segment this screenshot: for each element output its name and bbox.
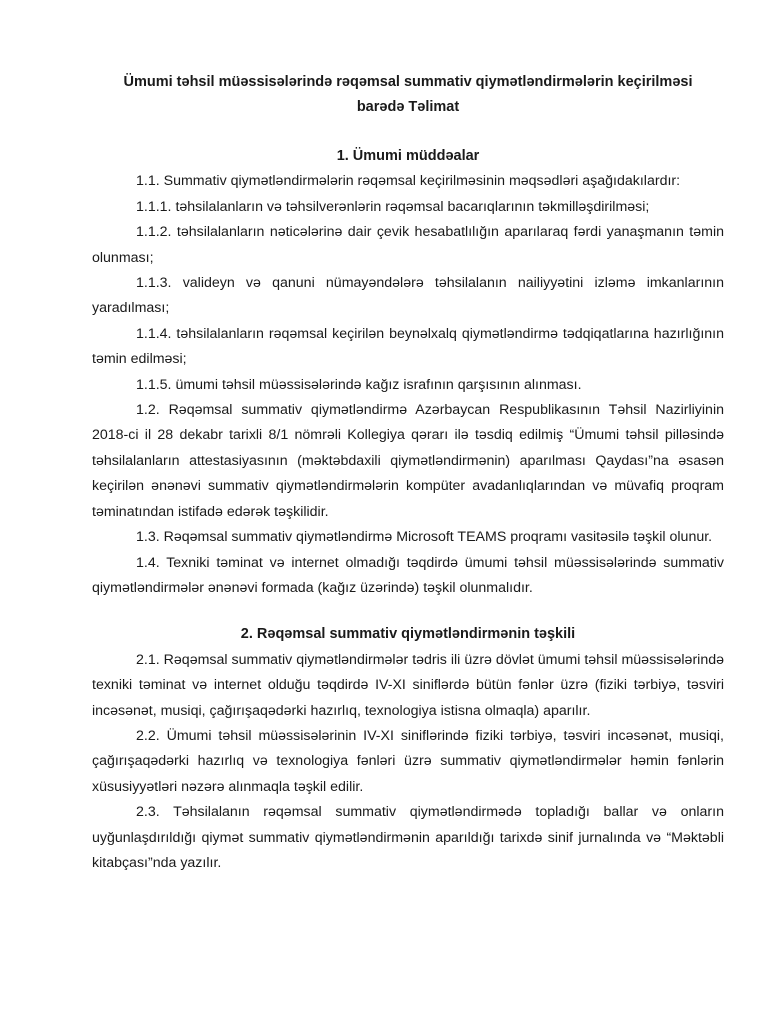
paragraph-1-4: 1.4. Texniki təminat və internet olmadığı təqdirdə ümumi təhsil müəssisələrində summativ qiymətləndirmələr ənənəvi formada (kağız üzərində) təşkil olunmalıdır. <box>92 554 724 596</box>
document-title-line-2: barədə Təlimat <box>356 99 460 115</box>
paragraph-2-1: 2.1. Rəqəmsal summativ qiymətləndirmələr tədris ili üzrə dövlət ümumi təhsil müəssisələrində texniki təminat və internet olduğu təqdirdə IV-XI siniflərdə bütün fənlər üzrə (fiziki tərbiyə, təsviri incəsənət, musiqi, çağırışaqədərki hazırlıq, texnologiya istisna olmaqla) aparılır. <box>92 651 724 719</box>
paragraph-1-2: 1.2. Rəqəmsal summativ qiymətləndirmə Azərbaycan Respublikasının Təhsil Nazirliyinin 2018-ci il 28 dekabr tarixli 8/1 nömrəli Kollegiya qərarı ilə təsdiq edilmiş “Ümumi təhsil pilləsində təhsilalanların attestasiyasının (məktəbdaxili qiymətləndirmənin) aparılması Qaydası”na əsasən keçirilən ənənəvi summativ qiymətləndirmələrin kompüter avadanlıqlarından və müvafiq proqram təminatından istifadə edərək təşkilidir. <box>92 402 724 520</box>
paragraph-1-1-4: 1.1.4. təhsilalanların rəqəmsal keçirilən beynəlxalq qiymətləndirmə tədqiqatlarına hazırlığının təmin edilməsi; <box>92 325 724 368</box>
section-heading-general-provisions: 1. Ümumi müddəalar <box>336 148 480 164</box>
document-title <box>92 70 724 120</box>
paragraph-2-2: 2.2. Ümumi təhsil müəssisələrinin IV-XI siniflərində fiziki tərbiyə, təsviri incəsənət, musiqi, çağırışaqədərki hazırlıq və texnologiya fənləri üzrə summativ qiymətləndirmələr həmin fənlərin xüsusiyyətləri nəzərə alınmaqla təşkil edilir. <box>92 727 724 795</box>
paragraph-1-3: 1.3. Rəqəmsal summativ qiymətləndirmə Microsoft TEAMS proqramı vasitəsilə təşkil olunur. <box>136 529 713 546</box>
paragraph-1-1-5: 1.1.5. ümumi təhsil müəssisələrində kağız israfının qarşısının alınması. <box>136 376 582 393</box>
paragraph-1-1-3: 1.1.3. valideyn və qanuni nümayəndələrə təhsilalanın nailiyyətini izləmə imkanlarının yaradılması; <box>92 275 724 317</box>
paragraph-1-1-2: 1.1.2. təhsilalanların nəticələrinə dair çevik hesabatlılığın aparılaraq fərdi yanaşmanın təmin olunması; <box>92 224 724 266</box>
document-title-line-1: Ümumi təhsil müəssisələrində rəqəmsal summativ qiymətləndirmələrin keçirilməsi <box>123 74 693 90</box>
section-heading-organization: 2. Rəqəmsal summativ qiymətləndirmənin təşkili <box>240 626 576 643</box>
paragraph-2-3: 2.3. Təhsilalanın rəqəmsal summativ qiymətləndirmədə topladığı ballar və onların uyğunlaşdırıldığı qiymət summativ qiymətləndirmənin aparıldığı tarixdə sinif jurnalında və “Məktəbli kitabçası”nda yazılır. <box>92 804 724 871</box>
paragraph-1-1: 1.1. Summativ qiymətləndirmələrin rəqəmsal keçirilməsinin məqsədləri aşağıdakılardır: <box>136 173 681 190</box>
paragraph-1-1-1: 1.1.1. təhsilalanların və təhsilverənlərin rəqəmsal bacarıqlarının təkmilləşdirilməsi; <box>136 198 650 215</box>
document-page <box>92 70 724 876</box>
